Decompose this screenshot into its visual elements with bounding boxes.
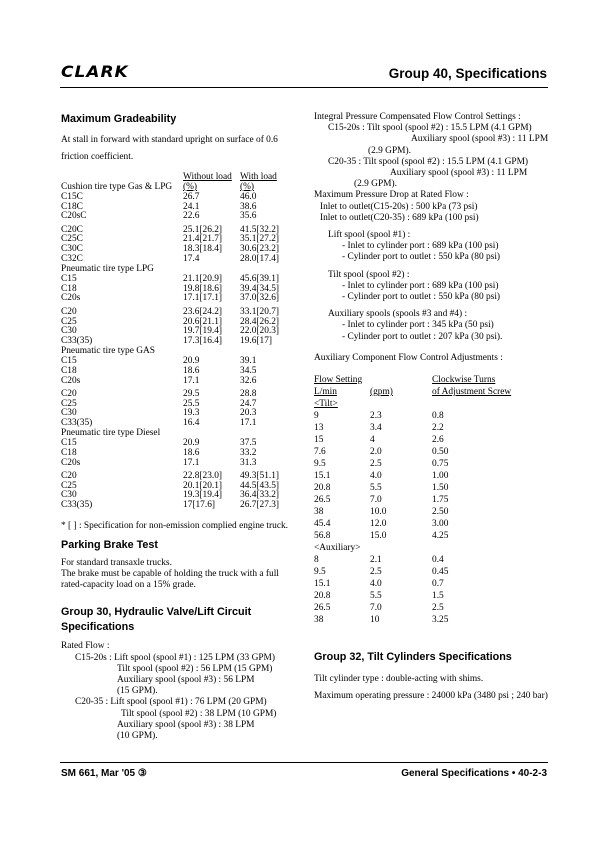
c15-aux-spool-gpm: (15 GPM). <box>117 686 158 697</box>
with-load-value: 28.4[26.2] <box>240 316 280 327</box>
with-load-value: 19.6[17] <box>240 335 273 346</box>
with-load-value: 28.0[17.4] <box>240 253 280 264</box>
aux-cylinder-outlet: - Cylinder port to outlet : 207 kPa (30 psi). <box>342 331 503 342</box>
page-title: Group 40, Specifications <box>388 66 547 81</box>
flow-lmin: 15.1 <box>314 471 331 482</box>
without-load-value: 26.7 <box>183 192 200 202</box>
without-load-value: 25.5 <box>183 398 200 409</box>
col-gpm: (gpm) <box>370 387 393 398</box>
c20-tilt-spool: Tilt spool (spool #2) : 38 LPM (10 GPM) <box>121 708 277 719</box>
without-load-value: 19.3[19.4] <box>183 490 223 501</box>
model-name: C25 <box>61 316 77 327</box>
flow-gpm: 4 <box>370 435 375 446</box>
max-operating-pressure: Maximum operating pressure : 24000 kPa (3480 psi ; 240 bar) <box>314 691 548 702</box>
tilt-section-label: <Tilt> <box>314 399 338 410</box>
unit-without-load: (%) <box>183 182 198 192</box>
model-name: C18 <box>61 365 77 376</box>
table-row <box>314 518 511 530</box>
turns-value: 0.75 <box>432 459 449 470</box>
without-load-value: 20.9 <box>183 438 200 449</box>
flow-gpm: 5.5 <box>370 483 382 494</box>
gradeability-header-row <box>61 172 279 182</box>
model-name: C30 <box>61 408 77 419</box>
with-load-value: 39.4[34.5] <box>240 283 280 294</box>
flow-gpm: 7.0 <box>370 603 382 614</box>
without-load-value: 19.3 <box>183 408 200 419</box>
flow-lmin: 26.5 <box>314 603 331 614</box>
without-load-value: 25.1[26.2] <box>183 224 223 235</box>
model-name: C30 <box>61 490 77 501</box>
footer-page-number: General Specifications • 40-2-3 <box>401 768 547 779</box>
turns-value: 2.6 <box>432 435 444 446</box>
table-row <box>314 530 511 542</box>
flow-lmin: 9.5 <box>314 459 326 470</box>
model-name: C18C <box>61 201 83 212</box>
turns-value: 1.75 <box>432 495 449 506</box>
with-load-value: 45.6[39.1] <box>240 274 280 285</box>
tilt-label-row <box>314 398 511 410</box>
model-name: C15 <box>61 356 77 367</box>
flow-lmin: 20.8 <box>314 483 331 494</box>
parking-brake-heading: Parking Brake Test <box>61 538 159 551</box>
integral-c15-aux-gpm: (2.9 GPM). <box>368 145 411 156</box>
col-adjustment-screw: of Adjustment Screw <box>432 387 512 398</box>
flow-gpm: 5.5 <box>370 591 382 602</box>
table-row <box>314 446 511 458</box>
table-row <box>314 422 511 434</box>
with-load-value: 37.5 <box>240 438 257 449</box>
without-load-value: 16.4 <box>183 417 200 428</box>
model-name: C15 <box>61 274 77 285</box>
parking-line-1: For standard transaxle trucks. <box>61 557 172 568</box>
without-load-value: 17.1 <box>183 375 200 386</box>
aux-adjust-heading: Auxiliary Component Flow Control Adjustments : <box>314 352 503 363</box>
table-row <box>314 602 511 614</box>
turns-value: 0.8 <box>432 411 444 422</box>
model-name: C18 <box>61 448 77 459</box>
flow-lmin: 7.6 <box>314 447 326 458</box>
integral-c20-aux-gpm: (2.9 GPM). <box>354 179 397 190</box>
table-row <box>61 377 279 387</box>
c15-lift-spool: C15-20s : Lift spool (spool #1) : 125 LPM (33 GPM) <box>75 652 276 663</box>
aux-inlet-cylinder: - Inlet to cylinder port : 345 kPa (50 psi) <box>342 320 494 331</box>
footer-doc-id: SM 661, Mar '05 ③ <box>61 768 147 779</box>
tire-type-label: Pneumatic tire type LPG <box>61 264 154 275</box>
turns-value: 2.2 <box>432 423 444 434</box>
model-name: C15C <box>61 192 83 202</box>
gradeability-intro: At stall in forward with standard upright on surface of 0.6 friction coefficient. <box>61 135 278 162</box>
flow-adjust-table <box>314 374 511 626</box>
tilt-cylinder-outlet: - Cylinder port to outlet : 550 kPa (80 psi) <box>342 292 501 303</box>
tire-type-label: Pneumatic tire type Diesel <box>61 428 161 439</box>
flow-header-row-2 <box>314 386 511 398</box>
with-load-value: 36.4[33.2] <box>240 490 280 501</box>
gradeability-table <box>61 172 279 511</box>
lift-inlet-cylinder: - Inlet to cylinder port : 689 kPa (100 psi) <box>342 241 499 252</box>
flow-gpm: 12.0 <box>370 519 387 530</box>
model-name: C30C <box>61 243 83 254</box>
aux-section-label: <Auxiliary> <box>314 543 361 554</box>
turns-value: 2.5 <box>432 603 444 614</box>
with-load-value: 20.3 <box>240 408 257 419</box>
turns-value: 0.7 <box>432 579 444 590</box>
with-load-value: 35.1[27.2] <box>240 234 280 245</box>
flow-gpm: 7.0 <box>370 495 382 506</box>
flow-lmin: 56.8 <box>314 531 331 542</box>
gradeability-heading: Maximum Gradeability <box>61 113 177 125</box>
c15-aux-spool: Auxiliary spool (spool #3) : 56 LPM <box>117 675 255 686</box>
with-load-value: 44.5[43.5] <box>240 480 280 491</box>
col-clockwise-turns: Clockwise Turns <box>432 375 496 386</box>
model-name: C18 <box>61 283 77 294</box>
flow-gpm: 4.0 <box>370 471 382 482</box>
flow-gpm: 3.4 <box>370 423 382 434</box>
turns-value: 3.25 <box>432 615 449 626</box>
table-row <box>314 554 511 566</box>
model-name: C20 <box>61 306 77 317</box>
lift-cylinder-outlet: - Cylinder port to outlet : 550 kPa (80 psi) <box>342 252 501 263</box>
flow-lmin: 38 <box>314 615 324 626</box>
with-load-value: 30.6[23.2] <box>240 243 280 254</box>
table-row <box>314 458 511 470</box>
model-name: C25C <box>61 234 83 245</box>
tire-type-label: Cushion tire type Gas & LPG <box>61 182 173 192</box>
without-load-value: 22.6 <box>183 211 200 222</box>
table-row <box>61 255 279 265</box>
with-load-value: 34.5 <box>240 365 257 376</box>
turns-value: 2.50 <box>432 507 449 518</box>
tilt-cylinder-type: Tilt cylinder type : double-acting with shims. <box>314 674 484 685</box>
pressure-inlet-c15: Inlet to outlet(C15-20s) : 500 kPa (73 psi) <box>320 201 478 212</box>
flow-gpm: 10.0 <box>370 507 387 518</box>
with-load-value: 49.3[51.1] <box>240 471 280 482</box>
turns-value: 0.45 <box>432 567 449 578</box>
table-row <box>314 434 511 446</box>
table-row <box>314 590 511 602</box>
without-load-value: 24.1 <box>183 201 200 212</box>
integral-flow-heading: Integral Pressure Compensated Flow Control Settings : <box>314 112 521 122</box>
without-load-value: 21.4[21.7] <box>183 234 223 245</box>
with-load-value: 33.2 <box>240 448 257 459</box>
without-load-value: 17.3[16.4] <box>183 335 223 346</box>
flow-gpm: 4.0 <box>370 579 382 590</box>
c20-aux-spool: Auxiliary spool (spool #3) : 38 LPM <box>117 719 255 730</box>
model-name: C25 <box>61 480 77 491</box>
turns-value: 0.4 <box>432 555 444 566</box>
unit-with-load: (%) <box>240 182 255 192</box>
c15-tilt-spool: Tilt spool (spool #2) : 56 LPM (15 GPM) <box>117 663 273 674</box>
without-load-value: 19.7[19.4] <box>183 326 223 337</box>
with-load-value: 33.1[20.7] <box>240 306 280 317</box>
without-load-value: 20.1[20.1] <box>183 480 223 491</box>
with-load-value: 32.6 <box>240 375 257 386</box>
col-lmin: L/min <box>314 387 337 398</box>
tilt-spool-heading: Tilt spool (spool #2) : <box>328 269 410 280</box>
flow-lmin: 15.1 <box>314 579 331 590</box>
with-load-value: 17.1 <box>240 417 257 428</box>
flow-lmin: 8 <box>314 555 319 566</box>
integral-c15-aux: Auxiliary spool (spool #3) : 11 LPM <box>411 134 549 145</box>
flow-gpm: 15.0 <box>370 531 387 542</box>
turns-value: 1.5 <box>432 591 444 602</box>
flow-gpm: 2.0 <box>370 447 382 458</box>
without-load-value: 23.6[24.2] <box>183 306 223 317</box>
model-name: C20s <box>61 457 81 468</box>
flow-adjust-table-body <box>314 374 511 626</box>
flow-lmin: 45.4 <box>314 519 331 530</box>
model-name: C20s <box>61 293 81 304</box>
without-load-value: 17[17.6] <box>183 500 216 511</box>
with-load-value: 37.0[32.6] <box>240 293 280 304</box>
flow-header-row-1 <box>314 374 511 386</box>
footer-rule <box>60 762 548 763</box>
with-load-value: 31.3 <box>240 457 257 468</box>
flow-lmin: 13 <box>314 423 324 434</box>
with-load-value: 46.0 <box>240 192 257 202</box>
table-row <box>314 482 511 494</box>
lift-spool-heading: Lift spool (spool #1) : <box>328 230 411 241</box>
group30-heading-1: Group 30, Hydraulic Valve/Lift Circuit <box>61 606 252 619</box>
flow-gpm: 2.5 <box>370 567 382 578</box>
table-row <box>61 419 279 429</box>
pressure-drop-heading: Maximum Pressure Drop at Rated Flow : <box>314 190 469 201</box>
table-row <box>61 212 279 222</box>
without-load-value: 20.6[21.1] <box>183 316 223 327</box>
model-name: C33(35) <box>61 500 93 511</box>
col-with-load: With load <box>240 172 277 182</box>
clark-logo: CLARK <box>61 62 129 82</box>
model-name: C25 <box>61 398 77 409</box>
with-load-value: 24.7 <box>240 398 257 409</box>
col-without-load: Without load <box>183 172 232 182</box>
turns-value: 3.00 <box>432 519 449 530</box>
aux-spools-heading: Auxiliary spools (spools #3 and #4) : <box>328 309 468 320</box>
model-name: C32C <box>61 253 83 264</box>
without-load-value: 21.1[20.9] <box>183 274 223 285</box>
model-name: C20s <box>61 375 81 386</box>
with-load-value: 38.6 <box>240 201 257 212</box>
table-row <box>61 459 279 469</box>
table-row <box>314 470 511 482</box>
without-load-value: 20.9 <box>183 356 200 367</box>
c20-aux-spool-gpm: (10 GPM). <box>117 731 158 742</box>
table-row <box>61 337 279 347</box>
model-name: C20sC <box>61 211 87 222</box>
with-load-value: 22.0[20.3] <box>240 326 280 337</box>
integral-c20-tilt: C20-35 : Tilt spool (spool #2) : 15.5 LPM (4.1 GPM) <box>328 156 529 167</box>
flow-lmin: 26.5 <box>314 495 331 506</box>
flow-gpm: 10 <box>370 615 380 626</box>
model-name: C20 <box>61 471 77 482</box>
with-load-value: 39.1 <box>240 356 257 367</box>
flow-lmin: 15 <box>314 435 324 446</box>
turns-value: 0.50 <box>432 447 449 458</box>
without-load-value: 22.8[23.0] <box>183 471 223 482</box>
with-load-value: 41.5[32.2] <box>240 224 280 235</box>
table-row <box>314 410 511 422</box>
table-row <box>314 578 511 590</box>
table-row <box>314 566 511 578</box>
table-row <box>61 294 279 304</box>
table-row <box>314 506 511 518</box>
col-flow-setting: Flow Setting <box>314 375 363 386</box>
model-name: C20 <box>61 389 77 400</box>
emission-note: * [ ] : Specification for non-emission complied engine truck. <box>61 520 289 531</box>
turns-value: 4.25 <box>432 531 449 542</box>
integral-c20-aux: Auxiliary spool (spool #3) : 11 LPM <box>390 168 528 179</box>
table-row <box>61 501 279 511</box>
flow-gpm: 2.1 <box>370 555 382 566</box>
model-name: C20C <box>61 224 83 235</box>
c20-lift-spool: C20-35 : Lift spool (spool #1) : 76 LPM (20 GPM) <box>75 697 267 708</box>
without-load-value: 18.6 <box>183 365 200 376</box>
without-load-value: 17.4 <box>183 253 200 264</box>
aux-label-row <box>314 542 511 554</box>
flow-lmin: 38 <box>314 507 324 518</box>
without-load-value: 19.8[18.6] <box>183 283 223 294</box>
without-load-value: 17.1[17.1] <box>183 293 223 304</box>
model-name: C15 <box>61 438 77 449</box>
flow-gpm: 2.3 <box>370 411 382 422</box>
without-load-value: 18.6 <box>183 448 200 459</box>
header-rule <box>60 87 548 88</box>
table-row <box>314 614 511 626</box>
tire-type-label: Pneumatic tire type GAS <box>61 346 155 357</box>
without-load-value: 17.1 <box>183 457 200 468</box>
flow-gpm: 2.5 <box>370 459 382 470</box>
right-column <box>314 112 554 702</box>
gradeability-table-body <box>61 172 279 511</box>
with-load-value: 35.6 <box>240 211 257 222</box>
turns-value: 1.00 <box>432 471 449 482</box>
parking-line-2: The brake must be capable of holding the truck with a full rated-capacity load on a 15% grade. <box>61 569 279 591</box>
rated-flow-label: Rated Flow : <box>61 641 110 652</box>
flow-lmin: 9.5 <box>314 567 326 578</box>
model-name: C30 <box>61 326 77 337</box>
left-column <box>61 112 301 742</box>
table-row <box>314 494 511 506</box>
model-name: C33(35) <box>61 335 93 346</box>
group30-heading-2: Specifications <box>61 621 135 634</box>
flow-lmin: 9 <box>314 411 319 422</box>
integral-c15-tilt: C15-20s : Tilt spool (spool #2) : 15.5 LPM (4.1 GPM) <box>328 123 532 134</box>
tilt-inlet-cylinder: - Inlet to cylinder port : 689 kPa (100 psi) <box>342 280 499 291</box>
model-name: C33(35) <box>61 417 93 428</box>
with-load-value: 28.8 <box>240 389 257 400</box>
pressure-inlet-c20: Inlet to outlet(C20-35) : 689 kPa (100 psi) <box>320 212 479 223</box>
turns-value: 1.50 <box>432 483 449 494</box>
without-load-value: 18.3[18.4] <box>183 243 223 254</box>
flow-lmin: 20.8 <box>314 591 331 602</box>
without-load-value: 29.5 <box>183 389 200 400</box>
with-load-value: 26.7[27.3] <box>240 500 280 511</box>
group32-heading: Group 32, Tilt Cylinders Specifications <box>314 651 512 664</box>
